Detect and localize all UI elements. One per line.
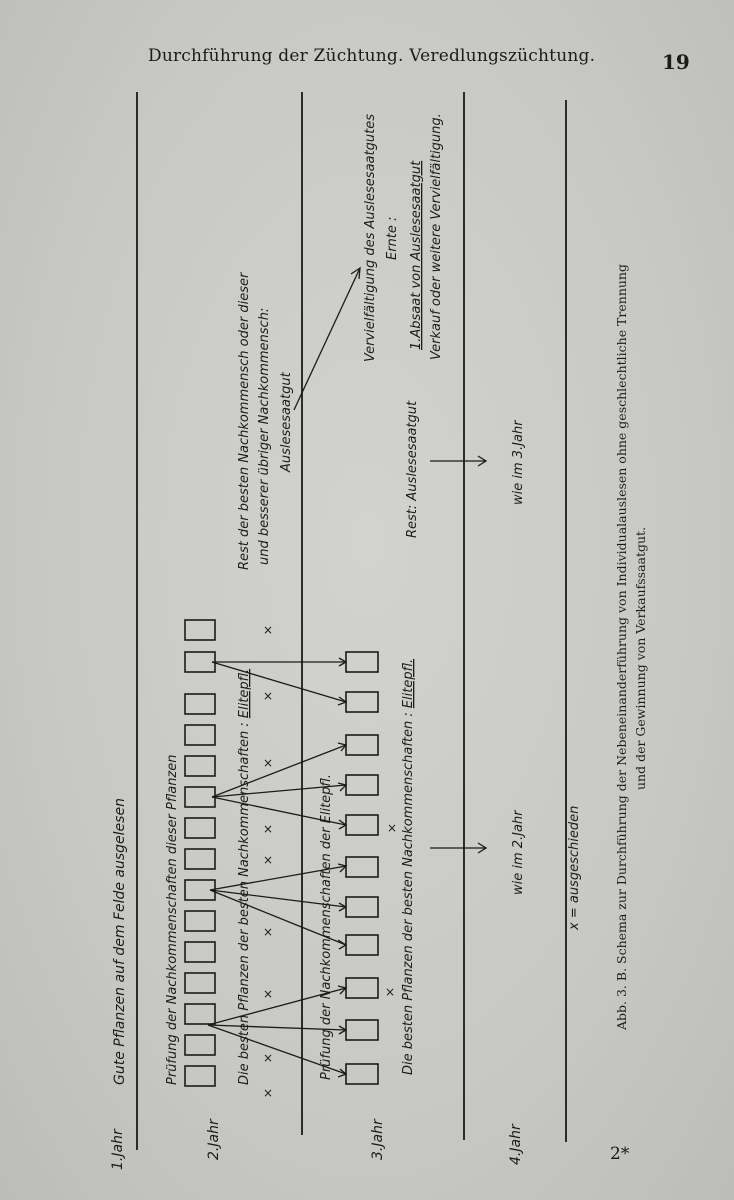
elite-box [346,1020,378,1040]
progeny-box [185,1035,215,1055]
elite-box [346,775,378,795]
progeny-box [185,620,215,640]
progeny-box [185,1004,215,1024]
year2-best-text: Die besten Pflanzen der besten Nachkommenschaften :Elitepfl. [237,668,252,1085]
year-label-2: 2.Jahr [206,1119,222,1160]
year3-best-text: Die besten Pflanzen der besten Nachkommenschaften :Elitepfl. [401,658,416,1075]
vervielf-line1: Vervielfältigung des Auslesesaatgutes [363,114,378,362]
year3-elite-label: Elitepfl. [401,658,416,709]
elite-box [346,735,378,755]
progeny-box [185,652,215,672]
x-mark: × [263,756,274,770]
elite-box [346,692,378,712]
x-mark: × [263,987,274,1001]
elite-box [346,857,378,877]
figure-caption-line1: Abb. 3. B. Schema zur Durchführung der Nebeneinanderführung von Individualauslesen ohne geschlechtliche Trennung [614,264,629,1030]
progeny-box [185,818,215,838]
vervielf-line4: Verkauf oder weitere Vervielfältigung. [429,113,444,360]
year2-rest-line2: und besserer übriger Nachkommensch: [257,307,272,565]
elite-box [346,978,378,998]
year3-elite-boxes [346,652,378,1084]
year3-wie-text: wie im 3.Jahr [511,420,526,505]
progeny-box [185,1066,215,1086]
x-mark: × [263,822,274,836]
elite-box [346,815,378,835]
x-mark: × [385,985,396,999]
figure-caption-line2: und der Gewinnung von Verkaufssaatgut. [633,526,648,790]
elite-box [346,935,378,955]
x-mark: × [263,689,274,703]
elite-box [346,1064,378,1084]
x-mark: × [263,1086,274,1100]
year2-test-text: Prüfung der Nachkommenschaften dieser Pflanzen [165,754,180,1085]
year4-wie-text: wie im 2.Jahr [511,810,526,895]
year1-text: Gute Pflanzen auf dem Felde ausgelesen [112,798,128,1085]
progeny-box [185,849,215,869]
year-label-4: 4.Jahr [508,1124,524,1165]
year-label-1: 1.Jahr [110,1129,126,1170]
x-mark: × [263,1051,274,1065]
page-number: 19 [662,50,690,74]
progeny-box [185,725,215,745]
x-mark: × [263,925,274,939]
progeny-box [185,973,215,993]
vervielf-line2: Ernte : [385,216,400,260]
vervielf-line3: 1.Absaat von Auslesesaatgut [409,160,424,350]
year2-rest-line3: Auslesesaatgut [279,372,294,472]
progeny-box [185,911,215,931]
elite-box [346,897,378,917]
auslese-to-vervielf-arrow [294,268,360,410]
progeny-box [185,787,215,807]
year3-test-text: Prüfung der Nachkommenschaften der Elitepfl. [319,774,334,1080]
signature-mark: 2* [610,1144,630,1164]
progeny-box [185,694,215,714]
progeny-box [185,942,215,962]
x-mark: × [387,821,398,835]
year2-elite-label: Elitepfl. [237,668,252,719]
running-head: Durchführung der Züchtung. Veredlungszüchtung. [148,46,596,66]
year2-rest-line1: Rest der besten Nachkommensch oder dieser [237,272,252,570]
elite-box [346,652,378,672]
x-mark: × [263,623,274,637]
progeny-box [185,756,215,776]
legend-ausgeschieden: x = ausgeschieden [567,805,582,930]
year3-to-year4-arrows [430,456,486,853]
year-label-3: 3.Jahr [370,1119,386,1160]
year2-progeny-boxes [185,620,215,1086]
year3-rest-text: Rest: Auslesesaatgut [405,400,420,538]
x-mark: × [263,853,274,867]
